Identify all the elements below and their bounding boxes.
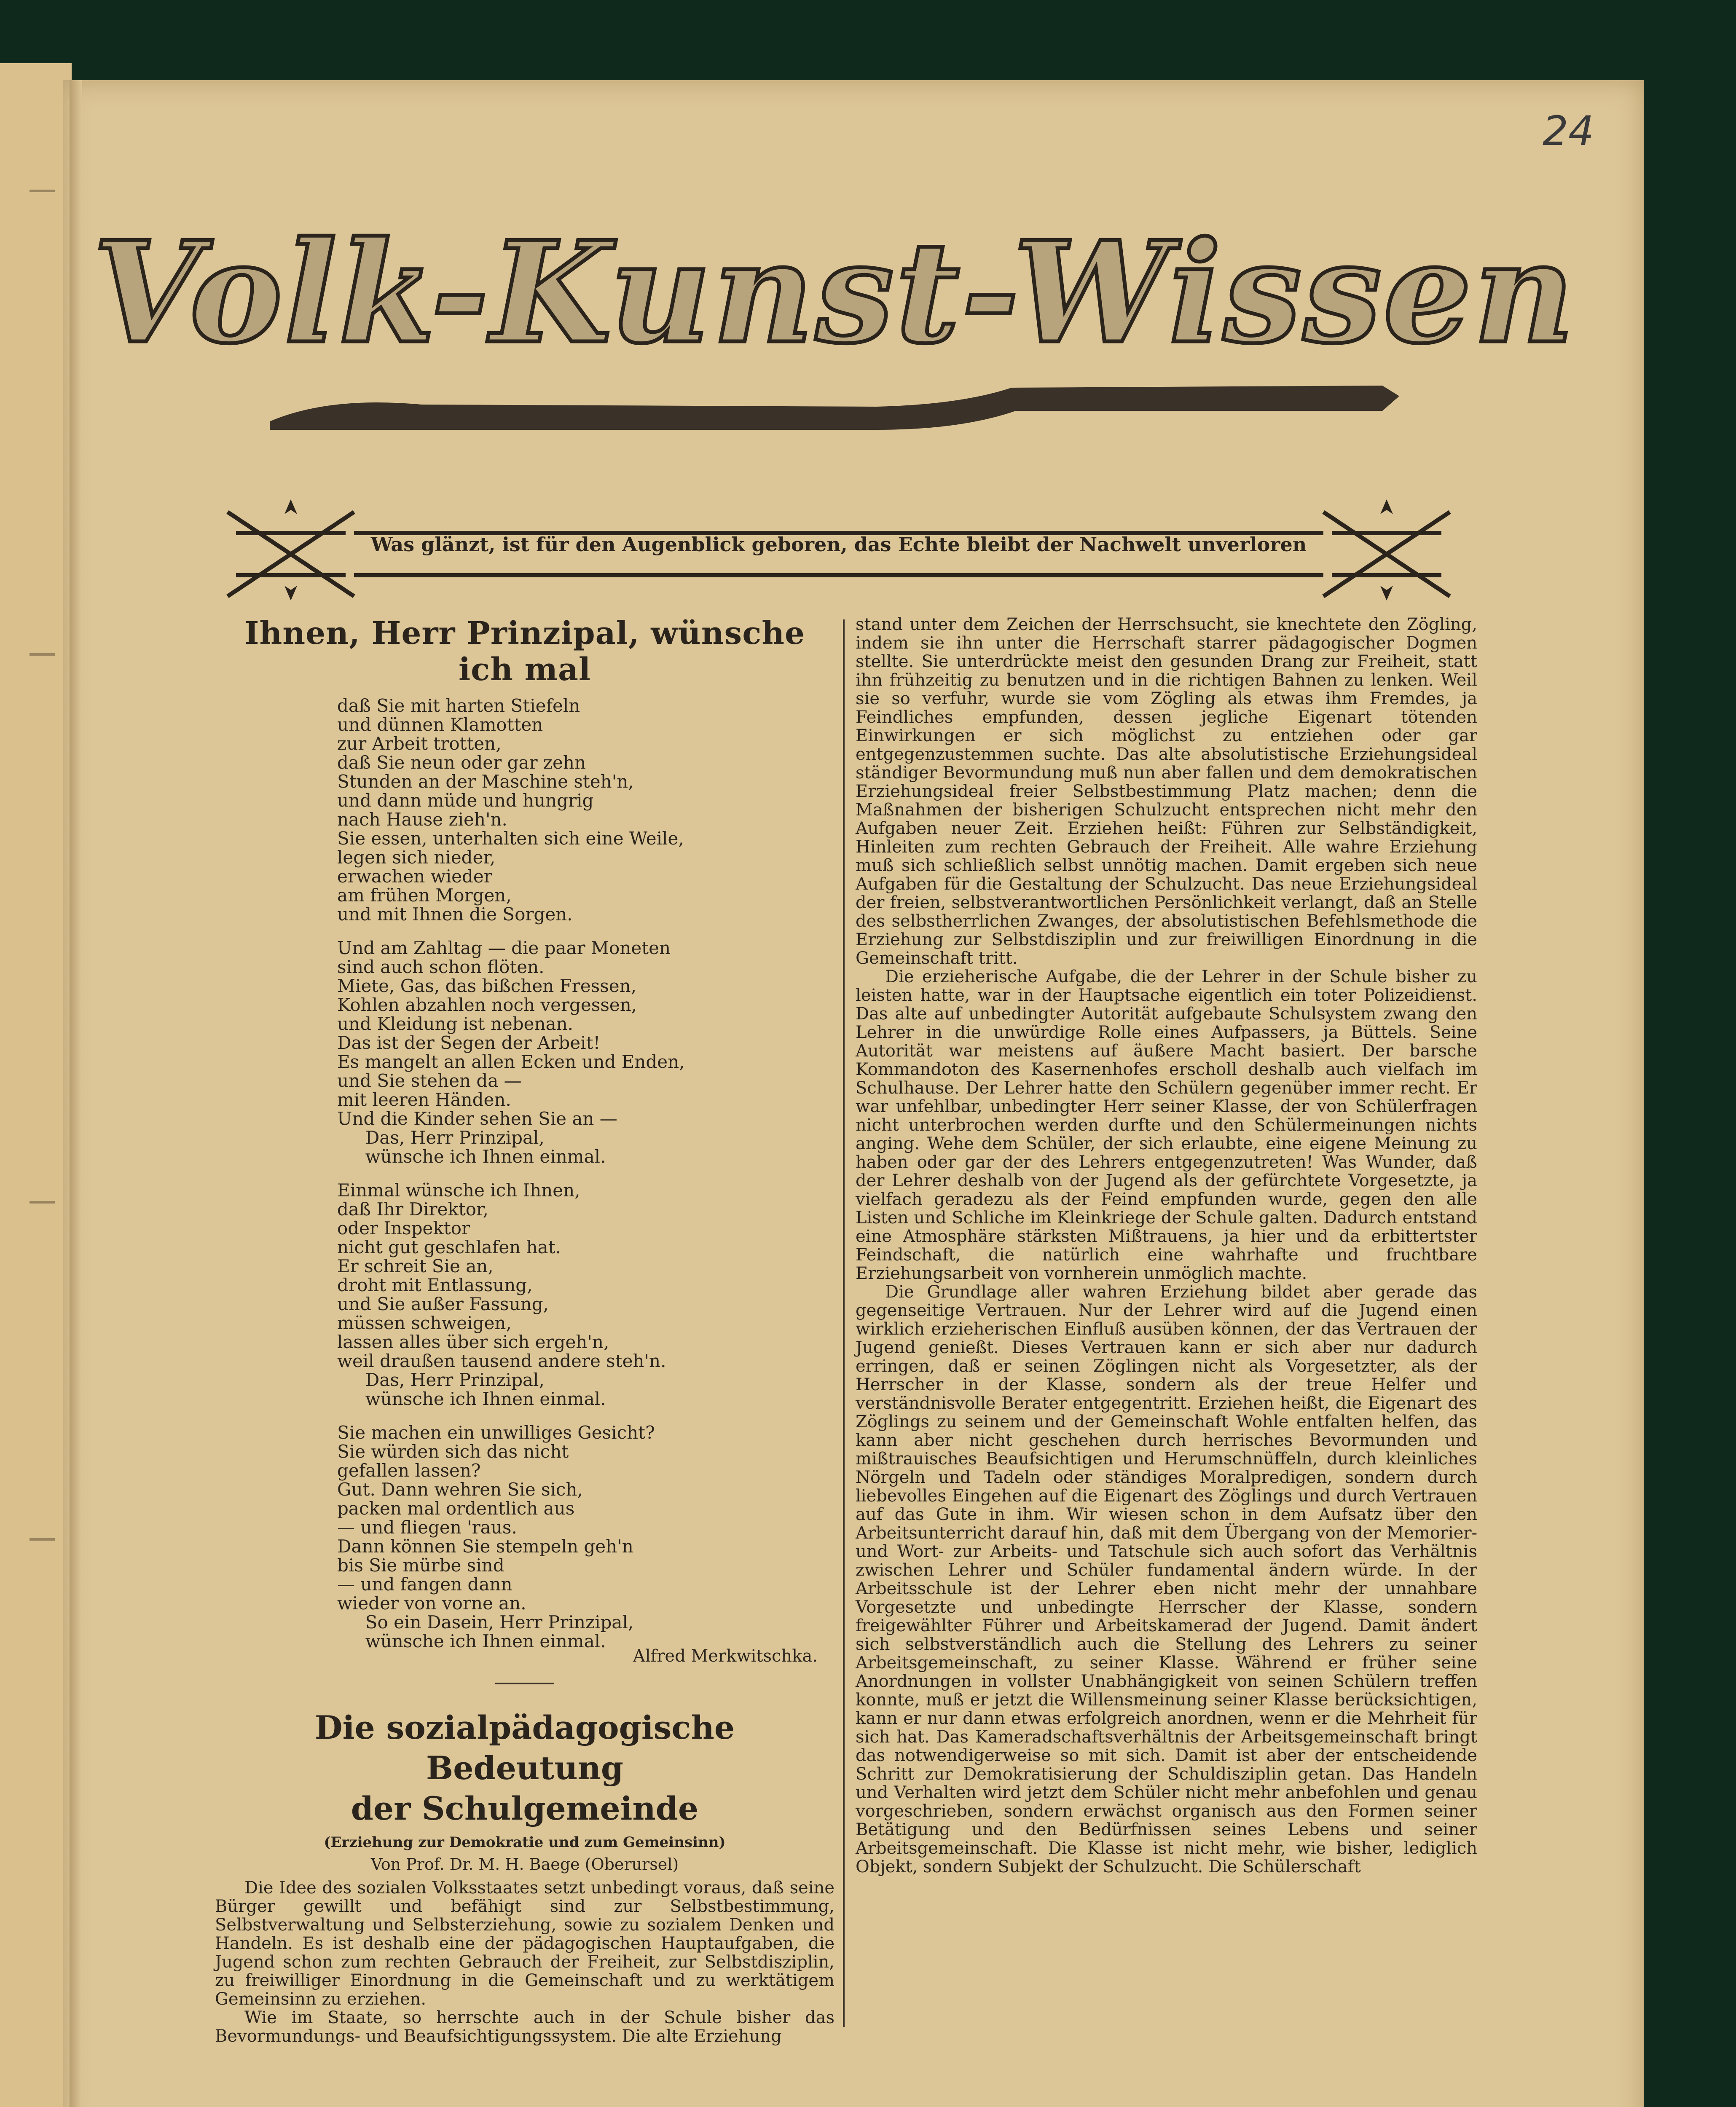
article-subtitle: (Erziehung zur Demokratie und zum Gemeinsinn)	[324, 1834, 726, 1851]
section-divider	[495, 1683, 554, 1684]
column-rule	[843, 619, 845, 2027]
article-byline: Von Prof. Dr. M. H. Baege (Oberursel)	[370, 1855, 679, 1874]
paragraph: Die erzieherische Aufgabe, die der Lehrer in der Schule bisher zu leisten hatte, war in der Hauptsache eigentlich ein toter Polizeidienst. Das alte auf unbedingter Autorität aufgebaute Schulsystem zwang den Lehrer in die unwürdige Rolle eines Aufpassers, ja Büttels. Seine Autorität war meistens auf äußere Macht basiert. Der barsche Kommandoton des Kasernenhofes erscholl deshalb auch vielfach im Schulhause. Der Lehrer hatte den Schülern gegenüber immer recht. Er war unfehlbar, unbedingter Herr seiner Klasse, der von Schülerfragen nicht unterbrochen werden durfte und den Schülermeinungen nichts anging. Wehe dem Schüler, der sich erlaubte, eine eigene Meinung zu haben oder gar der des Lehrers entgegenzutreten! Was Wunder, daß der Lehrer deshalb von der Jugend als der gefürchtete Vorgesetzte, ja vielfach geradezu als der Feind empfunden wurde, gegen den alle Listen und Schliche im Kleinkriege der Schule galten. Dadurch entstand eine Atmosphäre stärksten Mißtrauens, ja hier und da erbittertster Feindschaft, die natürlich eine wahrhafte und fruchtbare Erziehungsarbeit von vornherein unmöglich machte.	[856, 967, 1477, 1283]
paragraph: Die Idee des sozialen Volksstaates setzt unbedingt voraus, daß seine Bürger gewillt und befähigt sind zur Selbstbestimmung, Selbstverwaltung und Selbsterziehung, sowie zu sozialem Denken und Handeln. Es ist deshalb eine der pädagogischen Hauptaufgaben, die Jugend schon zum rechten Gebrauch der Freiheit, zur Selbstdisziplin, zu freiwilliger Einordnung in die Gemeinschaft und zu werktätigem Gemeinsinn zu erziehen.	[215, 1878, 834, 2009]
right-column	[856, 615, 1477, 1876]
left-column	[215, 615, 834, 2045]
poem-stanza-3: Einmal wünsche ich Ihnen, daß Ihr Direktor, oder Inspektor nicht gut geschlafen hat. Er schreit Sie an, droht mit Entlassung, und Sie außer Fassung, müssen schweigen, lassen alles über sich ergeh'n, weil draußen tausend andere steh'n. Das, Herr Prinzipal, wünsche ich Ihnen einmal.	[337, 1180, 666, 1409]
page-fold	[70, 80, 82, 2107]
article-title-line-2: der Schulgemeinde	[351, 1790, 699, 1827]
poem-stanza-4: Sie machen ein unwilliges Gesicht? Sie würden sich das nicht gefallen lassen? Gut. Dann wehren Sie sich, packen mal ordentlich aus — und fliegen 'raus. Dann können Sie stempeln geh'n bis Sie mürbe sind — und fangen dann wieder von vorne an. So ein Dasein, Herr Prinzipal, wünsche ich Ihnen einmal.	[337, 1422, 655, 1651]
masthead-ribbon	[270, 386, 1399, 430]
article-title-line-1: Die sozialpädagogische Bedeutung	[314, 1709, 735, 1787]
masthead-title: Volk-Kunst-Wissen	[93, 211, 1576, 374]
masthead	[93, 177, 1576, 430]
masthead-motto: Was glänzt, ist für den Augenblick geboren, das Echte bleibt der Nachwelt unverloren	[370, 533, 1307, 556]
masthead-graphic	[93, 177, 1576, 430]
page-number: 24	[1543, 107, 1594, 155]
poem-title: Ihnen, Herr Prinzipal, wünsche ich mal	[244, 615, 805, 688]
adjacent-page-edge	[0, 63, 72, 2107]
poem-author: Alfred Merkwitschka.	[633, 1646, 818, 1666]
paragraph: Die Grundlage aller wahren Erziehung bildet aber gerade das gegenseitige Vertrauen. Nur der Lehrer wird auf die Jugend einen wirklich erzieherischen Einfluß ausüben können, der das Vertrauen der Jugend genießt. Dieses Vertrauen kann er sich aber nur dadurch erringen, daß er seinen Zöglingen nicht als Vorgesetzter, als der Herrscher in der Klasse, sondern als der treue Helfer und verständnisvolle Berater entgegentritt. Erziehen heißt, die Eigenart des Zöglings zu seinem und der Gemeinschaft Wohle entfalten helfen, das kann aber nicht geschehen durch herrisches Bevormunden und mißtrauisches Beaufsichtigen und Herumschnüffeln, durch kleinliches Nörgeln und Tadeln oder ständiges Moralpredigen, sondern durch liebevolles Eingehen auf die Eigenart des Zöglings und durch Vertrauen auf das Gute in ihm. Wir wiesen schon in dem Aufsatz über den Arbeitsunterricht darauf hin, daß mit dem Übergang von der Memorier- und Wort- zur Arbeits- und Tatschule sich auch sofort das Verhältnis zwischen Lehrer und Schüler fundamental ändern würde. In der Arbeitsschule ist der Lehrer eben nicht mehr der unnahbare Vorgesetzte und unbedingte Herrscher der Klasse, sondern freigewählter Führer und Arbeitskamerad der Jugend. Damit ändert sich selbstverständlich auch die Stellung des Lehrers zu seiner Arbeitsgemeinschaft, zu seiner Klasse. Während er früher seine Anordnungen in vollster Unabhängigkeit von seinen Schülern treffen konnte, muß er jetzt die Willensmeinung seiner Klasse berücksichtigen, kann er nur dann etwas erfolgreich anordnen, wenn er die Mehrheit für sich hat. Das Kameradschaftsverhältnis der Arbeitsgemeinschaft bringt das notwendigerweise so mit sich. Damit ist aber der entscheidende Schritt zur Demokratisierung der Schuldisziplin getan. Das Handeln und Verhalten wird jetzt dem Schüler nicht mehr anbefohlen und genau vorgeschrieben, sondern erwächst organisch aus den Formen seiner Betätigung und den Bedürfnissen seines Lebens und seiner Arbeitsgemeinschaft. Die Klasse ist nicht mehr, wie bisher, lediglich Objekt, sondern Subjekt der Schulzucht. Die Schülerschaft	[856, 1282, 1477, 1876]
article-body-left	[215, 1879, 834, 2045]
poem-stanza-1: daß Sie mit harten Stiefeln und dünnen Klamotten zur Arbeit trotten, daß Sie neun oder gar zehn Stunden an der Maschine steh'n, und dann müde und hungrig nach Hause zieh'n. Sie essen, unterhalten sich eine Weile, legen sich nieder, erwachen wieder am frühen Morgen, und mit Ihnen die Sorgen.	[337, 695, 684, 925]
paragraph: Wie im Staate, so herrschte auch in der Schule bisher das Bevormundungs- und Beaufsichtigungssystem. Die alte Erziehung	[215, 2008, 834, 2046]
article-body-right	[856, 615, 1477, 1876]
paragraph: stand unter dem Zeichen der Herrschsucht, sie knechtete den Zögling, indem sie ihn unter die Herrschaft starrer pädagogischer Dogmen stellte. Sie unterdrückte meist den gesunden Drang zur Freiheit, statt ihn frühzeitig zu benutzen und in die richtigen Bahnen zu lenken. Weil sie so verfuhr, wurde sie vom Zögling als etwas ihm Fremdes, ja Feindliches empfunden, dessen jegliche Eigenart tötenden Einwirkungen er sich möglichst zu entziehen oder gar entgegenzustemmen suchte. Das alte absolutistische Erziehungsideal ständiger Bevormundung muß nun aber fallen und dem demokratischen Erziehungsideal freier Selbstbestimmung Platz machen; denn die Maßnahmen der bisherigen Schulzucht entsprechen nicht mehr den Aufgaben neuer Zeit. Erziehen heißt: Führen zur Selbständigkeit, Hinleiten zum rechten Gebrauch der Freiheit. Alle wahre Erziehung muß sich schließlich selbst unnötig machen. Damit ergeben sich neue Aufgaben für die Gestaltung der Schulzucht. Das neue Erziehungsideal der freien, selbstverantwortlichen Persönlichkeit verlangt, daß an Stelle des selbstherrlichen Zwanges, der absolutistischen Befehlsmethode die Erziehung zur Selbstdisziplin und zur freiwilligen Einordnung in die Gemeinschaft tritt.	[856, 615, 1477, 968]
poem-stanza-2: Und am Zahltag — die paar Moneten sind auch schon flöten. Miete, Gas, das bißchen Fressen, Kohlen abzahlen noch vergessen, und Kleidung ist nebenan. Das ist der Segen der Arbeit! Es mangelt an allen Ecken und Enden, und Sie stehen da — mit leeren Händen. Und die Kinder sehen Sie an — Das, Herr Prinzipal, wünsche ich Ihnen einmal.	[337, 938, 685, 1167]
